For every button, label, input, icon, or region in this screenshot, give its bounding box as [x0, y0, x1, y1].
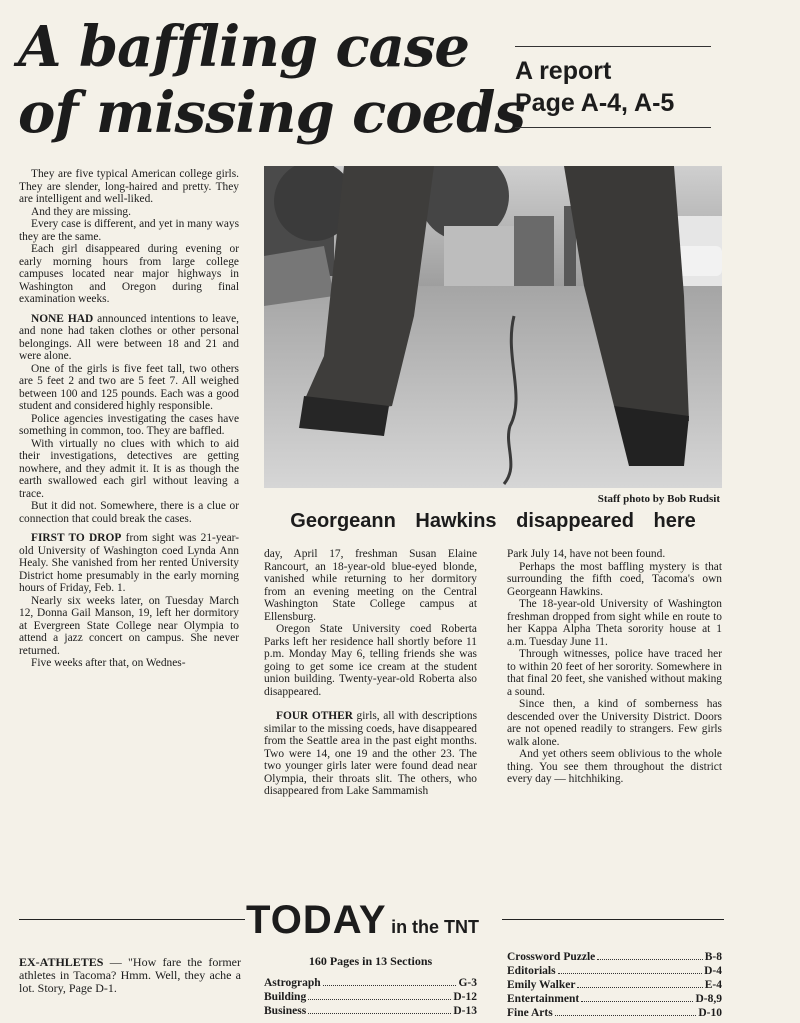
paragraph: Each girl disappeared during evening or early morning hours from large college campuses located near major highways in Washington and Oregon during final examination weeks.: [19, 243, 239, 305]
today-subtitle: in the TNT: [391, 917, 480, 937]
paragraph: Park July 14, have not been found.: [507, 548, 666, 560]
index-row: [507, 992, 722, 1006]
index-name: Emily Walker: [507, 979, 576, 991]
photo-scene: [264, 166, 722, 488]
index-leader: [597, 950, 702, 960]
index-page: D-12: [453, 991, 477, 1003]
index-row: [507, 964, 722, 978]
photo-caption: Georgeann Hawkins disappeared here: [290, 510, 696, 532]
report-reference-box: [515, 46, 711, 128]
paragraph: [19, 956, 241, 995]
paragraph: With virtually no clues with which to aid their investigations, detectives are getting nowhere, and they admit it. It is as though the earth swallowed each girl without leaving a trace.: [19, 437, 239, 500]
today-title: TODAY: [246, 898, 387, 942]
index-page: D-10: [698, 1007, 722, 1019]
index-page: D-8,9: [695, 993, 722, 1005]
index-name: Fine Arts: [507, 1007, 553, 1019]
index-row: [507, 1006, 722, 1020]
index-page: G-3: [458, 977, 477, 989]
index-name: Editorials: [507, 965, 556, 977]
index-page: D-4: [704, 965, 722, 977]
run-in-heading: FOUR OTHER: [276, 710, 353, 722]
paragraph: And they are missing.: [31, 205, 131, 218]
headline: [18, 14, 525, 146]
index-leader: [308, 1004, 451, 1014]
index-page: B-8: [704, 951, 722, 963]
paragraph-text: girls, all with descriptions similar to the missing coeds, have disappeared from the Seattle area in the past eight months. Two were 14, one 19 and the other 23. The two younger girls later were found dead near Olympia, their throats slit. The others, who disappeared from Lake Sammamish: [264, 710, 478, 797]
run-in-heading: FIRST TO DROP: [31, 532, 122, 544]
paragraph: Since then, a kind of somberness has descended over the University District. Doors are not opened readily to strangers. Few girls walk alone.: [507, 698, 722, 748]
headline-line-1: A baffling case: [18, 14, 470, 80]
paragraph: Perhaps the most baffling mystery is that surrounding the fifth coed, Tacoma's own Georgeann Hawkins.: [507, 560, 722, 598]
index-row: [507, 978, 722, 992]
paragraph: Through witnesses, police have traced her to within 20 feet of her sorority. Somewhere in that final 20 feet, she vanished without making a sound.: [507, 648, 722, 698]
paragraph-text: announced intentions to leave, and none had taken clothes or other personal belongings. All were between 18 and 21 and were alone.: [19, 312, 239, 362]
ex-athletes-blurb: [19, 956, 241, 995]
today-banner: [246, 898, 516, 942]
article-column-1: [19, 168, 239, 670]
article-column-2: [264, 548, 477, 798]
today-rule-left: [19, 919, 245, 920]
index-row: [264, 1004, 477, 1018]
paragraph-text: — "How fare the former athletes in Tacoma? Hmm. Well, they ache a lot. Story, Page D-1.: [19, 955, 241, 995]
paragraph: day, April 17, freshman Susan Elaine Rancourt, an 18-year-old blue-eyed blonde, vanished while returning to her dormitory from an evening meeting on the Central Washington State College campus at Ellensburg.: [264, 548, 477, 623]
index-name: Crossword Puzzle: [507, 951, 596, 963]
run-in-heading: EX-ATHLETES: [19, 955, 104, 969]
index-heading: 160 Pages in 13 Sections: [308, 954, 433, 968]
paragraph: Every case is different, and yet in many ways they are the same.: [19, 218, 239, 243]
index-row: [507, 950, 722, 964]
report-label: A report: [515, 57, 612, 85]
paragraph: The 18-year-old University of Washington freshman dropped from sight while en route to her Kappa Alpha Theta sorority house at 1 a.m. Tuesday June 11.: [507, 598, 722, 648]
paragraph: Oregon State University coed Roberta Parks left her residence hall shortly before 11 p.m. Monday May 6, telling friends she was going to get some ice cream at the student union building. Twenty-year-old Roberta also disappeared.: [264, 623, 477, 698]
index-left: [264, 954, 477, 1018]
paragraph: But it did not. Somewhere, there is a clue or connection that could break the cases.: [19, 500, 239, 525]
paragraph: [19, 532, 239, 595]
index-leader: [581, 992, 693, 1002]
news-photo: [264, 166, 722, 488]
index-right: [507, 950, 722, 1020]
report-pages: Page A-4, A-5: [515, 89, 675, 117]
index-row: [264, 976, 477, 990]
paragraph: Police agencies investigating the cases have something in common, too. They are baffled.: [19, 412, 239, 437]
paragraph: Five weeks after that, on Wednes-: [31, 657, 186, 669]
paragraph-text: from sight was 21-year-old University of Washington coed Lynda Ann Healy. She vanished from her rented University District home presumably in the early morning hours of Friday, Feb. 1.: [19, 532, 240, 594]
index-name: Business: [264, 1005, 307, 1017]
run-in-heading: NONE HAD: [31, 312, 94, 325]
article-column-3: [507, 548, 722, 786]
paragraph: Nearly six weeks later, on Tuesday March 12, Donna Gail Manson, 19, left her dormitory at Evergreen State College near Olympia to attend a jazz concert on campus. She never returned.: [19, 594, 239, 657]
paragraph: [19, 313, 239, 363]
index-leader: [323, 976, 457, 986]
index-leader: [577, 978, 702, 988]
index-leader: [308, 990, 451, 1000]
index-name: Entertainment: [507, 993, 580, 1005]
index-row: [264, 990, 477, 1004]
paragraph: One of the girls is five feet tall, two others are 5 feet 2 and two are 5 feet 7. All weighed between 100 and 125 pounds. Each was a good student and considered highly responsible.: [19, 362, 239, 412]
paragraph: [264, 710, 477, 798]
paragraph: And yet others seem oblivious to the whole thing. You see them throughout the district every day — hitchhiking.: [507, 748, 722, 785]
today-rule-right: [502, 919, 724, 920]
index-name: Astrograph: [264, 977, 321, 989]
index-leader: [555, 1006, 697, 1016]
index-page: E-4: [704, 979, 722, 991]
index-page: D-13: [453, 1005, 477, 1017]
paragraph: They are five typical American college girls. They are slender, long-haired and pretty. They are intelligent and well-liked.: [19, 168, 239, 205]
index-name: Building: [264, 991, 307, 1003]
index-leader: [558, 964, 703, 974]
photo-credit: Staff photo by Bob Rudsit: [597, 493, 720, 505]
headline-line-2: of missing coeds: [18, 80, 525, 146]
